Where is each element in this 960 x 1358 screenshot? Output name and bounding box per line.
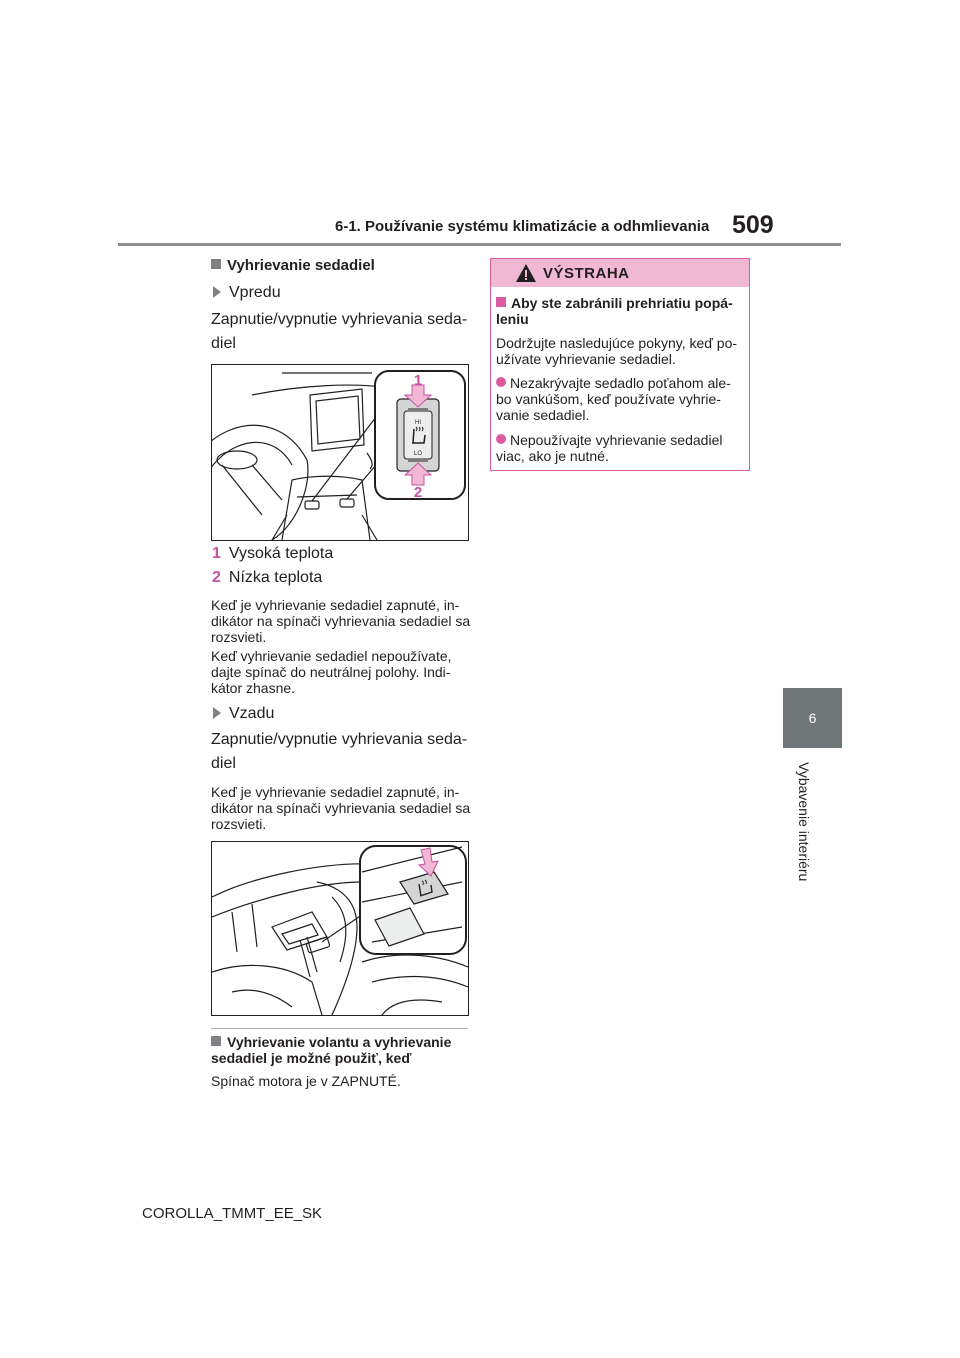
triangle-bullet-icon bbox=[213, 286, 221, 298]
front-seat-heater-illustration bbox=[212, 365, 468, 540]
front-seat-heater-figure bbox=[211, 364, 469, 541]
warning-title: VÝSTRAHA bbox=[543, 265, 630, 282]
legend-item-2: 2 Nízka teplota bbox=[212, 569, 323, 586]
bullet-dot-icon bbox=[496, 377, 506, 387]
section-separator bbox=[211, 1028, 468, 1029]
square-bullet-icon bbox=[211, 1036, 221, 1046]
page-number: 509 bbox=[732, 211, 774, 239]
callout-1: 1 bbox=[413, 372, 423, 389]
front-right-heater-switch bbox=[340, 499, 354, 507]
front-left-heater-switch bbox=[305, 501, 319, 509]
warning-bullet-2: Nepoužívajte vyhrievanie sedadiel viac, ako je nutné. bbox=[496, 432, 723, 464]
chapter-number: 6 bbox=[808, 710, 817, 726]
condition-text: Spínač motora je v ZAPNUTÉ. bbox=[211, 1073, 401, 1089]
warning-box bbox=[490, 258, 750, 471]
warning-heading: Aby ste zabránili prehriatiu popá-leniu bbox=[496, 295, 733, 327]
hi-label: HI bbox=[415, 420, 421, 426]
bullet-dot-icon bbox=[496, 434, 506, 444]
subheading-rear: Vzadu bbox=[213, 705, 274, 723]
condition-heading: Vyhrievanie volantu a vyhrievanie sedadiel je možné použiť, keď bbox=[211, 1034, 452, 1066]
triangle-bullet-icon bbox=[213, 707, 221, 719]
section-title: 6-1. Používanie systému klimatizácie a odhmlievania bbox=[335, 218, 710, 235]
warning-header bbox=[491, 259, 749, 287]
rear-door-handle bbox=[272, 912, 327, 950]
front-note-off: Keď vyhrievanie sedadiel nepoužívate, dajte spínač do neutrálnej polohy. Indi-kátor zhasne. bbox=[211, 648, 452, 696]
rear-seat-heater-illustration bbox=[212, 842, 468, 1015]
legend-item-1: 1 Vysoká teplota bbox=[212, 545, 334, 562]
front-note-on: Keď je vyhrievanie sedadiel zapnuté, in-dikátor na spínači vyhrievania sedadiel sa rozsvieti. bbox=[211, 597, 471, 645]
front-intro: Zapnutie/vypnutie vyhrievania seda-diel bbox=[211, 311, 468, 352]
lo-label: LO bbox=[413, 451, 423, 457]
heading-seat-heating: Vyhrievanie sedadiel bbox=[211, 257, 375, 274]
square-bullet-icon bbox=[496, 297, 506, 307]
rear-note-on: Keď je vyhrievanie sedadiel zapnuté, in-dikátor na spínači vyhrievania sedadiel sa rozsvieti. bbox=[211, 784, 471, 832]
warning-intro: Dodržujte nasledujúce pokyny, keď po-užívate vyhrievanie sedadiel. bbox=[496, 335, 738, 367]
rear-intro: Zapnutie/vypnutie vyhrievania seda-diel bbox=[211, 731, 468, 772]
doc-code: COROLLA_TMMT_EE_SK bbox=[142, 1205, 323, 1222]
warning-bullet-1: Nezakrývajte sedadlo poťahom ale-bo vankúšom, keď používate vyhrie-vanie sedadiel. bbox=[496, 375, 731, 423]
header-rule bbox=[118, 243, 841, 246]
chapter-label: Vybavenie interiéru bbox=[796, 762, 812, 882]
chapter-tab[interactable] bbox=[783, 688, 842, 748]
square-bullet-icon bbox=[211, 259, 221, 269]
subheading-front: Vpredu bbox=[213, 284, 281, 302]
callout-2: 2 bbox=[413, 484, 423, 501]
warning-triangle-icon bbox=[515, 263, 537, 283]
rear-seat-heater-figure bbox=[211, 841, 469, 1016]
